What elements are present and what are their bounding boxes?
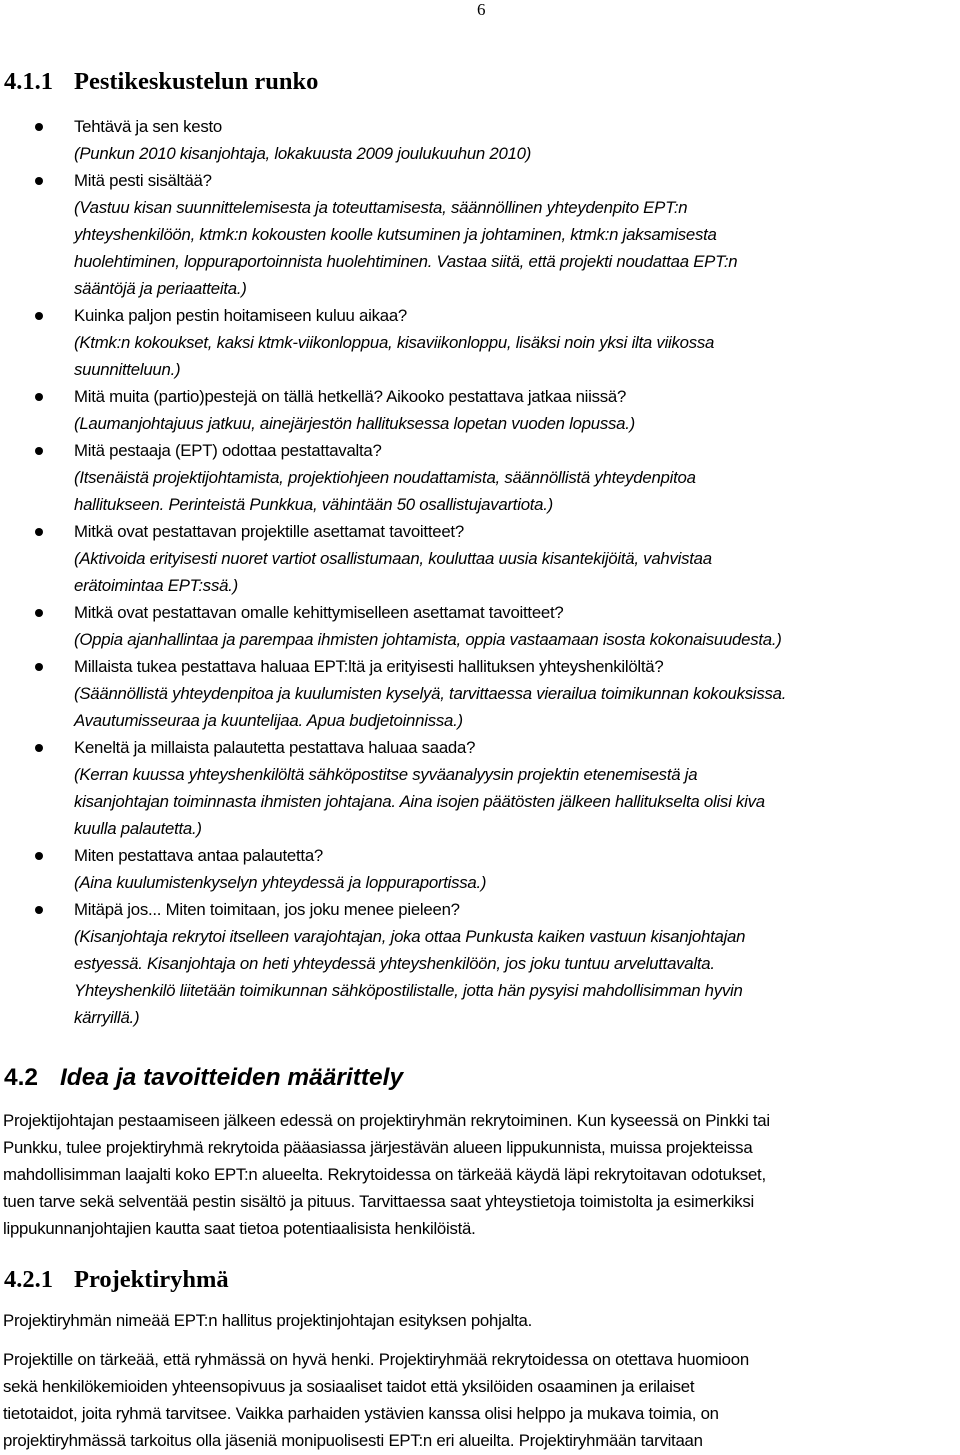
- answer-text: (Itsenäistä projektijohtamista, projektiohjeen noudattamista, säännöllistä yhteydenpitoa: [74, 468, 696, 487]
- bullet-icon: [35, 177, 43, 185]
- answer-text: estyessä. Kisanjohtaja on heti yhteydessä yhteyshenkilöön, jos joku tuntuu arveluttavalta.: [74, 954, 715, 973]
- answer-text: (Säännöllistä yhteydenpitoa ja kuulumisten kyselyä, tarvittaessa vierailua toimikunnan kokouksissa.: [74, 684, 787, 703]
- question-text: Keneltä ja millaista palautetta pestattava haluaa saada?: [74, 738, 476, 757]
- answer-text: (Punkun 2010 kisanjohtaja, lokakuusta 2009 joulukuuhun 2010): [74, 144, 532, 163]
- question-text: Mitkä ovat pestattavan projektille asettamat tavoitteet?: [74, 522, 464, 541]
- section-title: Projektiryhmä: [74, 1266, 229, 1293]
- list-item: [0, 842, 960, 896]
- list-item: [0, 167, 960, 302]
- answer-text: suunnitteluun.): [74, 360, 181, 379]
- answer-text: (Laumanjohtajuus jatkuu, ainejärjestön hallituksessa lopetan vuoden lopussa.): [74, 414, 636, 433]
- section-number: 4.1.1: [4, 68, 53, 95]
- question-text: Mitä pestaaja (EPT) odottaa pestattavalta?: [74, 441, 382, 460]
- bullet-icon: [35, 852, 43, 860]
- paragraph-line: Projektijohtajan pestaamiseen jälkeen edessä on projektiryhmän rekrytoiminen. Kun kyseessä on Pinkki tai: [3, 1111, 770, 1130]
- paragraph-line: Projektiryhmän nimeää EPT:n hallitus projektinjohtajan esityksen pohjalta.: [3, 1311, 533, 1330]
- page-number: 6: [477, 0, 486, 19]
- section-4-1-1-heading: [4, 68, 318, 96]
- paragraph-line: tietotaidot, joita ryhmä tarvitsee. Vaikka parhaiden ystävien kanssa olisi helppo ja mukava toimia, on: [3, 1404, 719, 1423]
- section-4-2-1-heading: [4, 1266, 229, 1294]
- answer-text: Avautumisseuraa ja kuuntelijaa. Apua budjetoinnissa.): [74, 711, 463, 730]
- question-text: Mitä pesti sisältää?: [74, 171, 212, 190]
- section-4-2-1-paragraph-2: [3, 1346, 960, 1454]
- section-number: 4.2.1: [4, 1266, 53, 1293]
- list-item: [0, 734, 960, 842]
- list-item: [0, 599, 960, 653]
- section-number: 4.2: [4, 1064, 39, 1091]
- answer-text: (Kerran kuussa yhteyshenkilöltä sähköpostitse syväanalyysin projektin etenemisestä ja: [74, 765, 698, 784]
- bullet-icon: [35, 393, 43, 401]
- answer-text: (Ktmk:n kokoukset, kaksi ktmk-viikonloppua, kisaviikonloppu, lisäksi noin yksi ilta viikossa: [74, 333, 715, 352]
- answer-text: kärryillä.): [74, 1008, 140, 1027]
- answer-text: (Aina kuulumistenkyselyn yhteydessä ja loppuraportissa.): [74, 873, 487, 892]
- answer-text: huolehtiminen, loppuraportoinnista huolehtiminen. Vastaa siitä, että projekti noudattaa EPT:n: [74, 252, 738, 271]
- bullet-icon: [35, 123, 43, 131]
- pestikeskustelu-question-list: [0, 113, 960, 1031]
- question-text: Tehtävä ja sen kesto: [74, 117, 222, 136]
- paragraph-line: tuen tarve sekä selventää pestin sisältö ja pituus. Tarvittaessa saat yhteystietoja toimistolta ja esimerkiksi: [3, 1192, 755, 1211]
- answer-text: yhteyshenkilöön, ktmk:n kokousten koolle kutsuminen ja johtaminen, ktmk:n jaksamisesta: [74, 225, 717, 244]
- paragraph-line: projektiryhmässä tarkoitus olla jäseniä monipuolisesti EPT:n eri alueilta. Projektiryhmään tarvitaan: [3, 1431, 703, 1450]
- bullet-icon: [35, 609, 43, 617]
- answer-text: kisanjohtajan toiminnasta ihmisten johtajana. Aina isojen päätösten jälkeen hallitukselta olisi kiva: [74, 792, 765, 811]
- section-title: Pestikeskustelun runko: [74, 68, 319, 95]
- list-item: [0, 437, 960, 518]
- question-text: Millaista tukea pestattava haluaa EPT:ltä ja erityisesti hallituksen yhteyshenkilöltä?: [74, 657, 664, 676]
- answer-text: (Vastuu kisan suunnittelemisesta ja toteuttamisesta, säännöllinen yhteydenpito EPT:n: [74, 198, 688, 217]
- list-item: [0, 113, 960, 167]
- bullet-icon: [35, 663, 43, 671]
- section-4-2-heading: [4, 1064, 403, 1092]
- paragraph-line: Punkku, tulee projektiryhmä rekrytoida pääasiassa järjestävän alueen lippukunnista, muissa projekteissa: [3, 1138, 753, 1157]
- bullet-icon: [35, 906, 43, 914]
- question-text: Mitkä ovat pestattavan omalle kehittymiselleen asettamat tavoitteet?: [74, 603, 564, 622]
- answer-text: kuulla palautetta.): [74, 819, 202, 838]
- question-text: Mitäpä jos... Miten toimitaan, jos joku menee pieleen?: [74, 900, 460, 919]
- paragraph-line: sekä henkilökemioiden yhteensopivuus ja sosiaaliset taidot että yksilöiden osaaminen ja erilaiset: [3, 1377, 695, 1396]
- section-4-2-1-paragraph-1: [3, 1307, 960, 1334]
- answer-text: (Kisanjohtaja rekrytoi itselleen varajohtajan, joka ottaa Punkusta kaiken vastuun kisanjohtajan: [74, 927, 746, 946]
- list-item: [0, 896, 960, 1031]
- list-item: [0, 653, 960, 734]
- answer-text: hallitukseen. Perinteistä Punkkua, vähintään 50 osallistujavartiota.): [74, 495, 554, 514]
- answer-text: (Aktivoida erityisesti nuoret vartiot osallistumaan, kouluttaa uusia kisantekijöitä, vahvistaa: [74, 549, 712, 568]
- section-title: Idea ja tavoitteiden määrittely: [60, 1064, 404, 1091]
- answer-text: erätoimintaa EPT:ssä.): [74, 576, 238, 595]
- bullet-icon: [35, 528, 43, 536]
- paragraph-line: lippukunnanjohtajien kautta saat tietoa potentiaalisista henkilöistä.: [3, 1219, 476, 1238]
- answer-text: Yhteyshenkilö liitetään toimikunnan sähköpostilistalle, jotta hän pysyisi mahdollisimman hyvin: [74, 981, 743, 1000]
- question-text: Mitä muita (partio)pestejä on tällä hetkellä? Aikooko pestattava jatkaa niissä?: [74, 387, 627, 406]
- paragraph-line: Projektille on tärkeää, että ryhmässä on hyvä henki. Projektiryhmää rekrytoidessa on otettava huomioon: [3, 1350, 749, 1369]
- list-item: [0, 518, 960, 599]
- list-item: [0, 383, 960, 437]
- paragraph-line: mahdollisimman laajalti koko EPT:n alueelta. Rekrytoidessa on tärkeää käydä läpi rekrytoitavan odotukset,: [3, 1165, 766, 1184]
- answer-text: (Oppia ajanhallintaa ja parempaa ihmisten johtamista, oppia vastaamaan isosta kokonaisuudesta.): [74, 630, 782, 649]
- answer-text: sääntöjä ja periaatteita.): [74, 279, 247, 298]
- question-text: Miten pestattava antaa palautetta?: [74, 846, 323, 865]
- question-text: Kuinka paljon pestin hoitamiseen kuluu aikaa?: [74, 306, 407, 325]
- bullet-icon: [35, 447, 43, 455]
- bullet-icon: [35, 744, 43, 752]
- list-item: [0, 302, 960, 383]
- bullet-icon: [35, 312, 43, 320]
- section-4-2-paragraph: [3, 1107, 960, 1242]
